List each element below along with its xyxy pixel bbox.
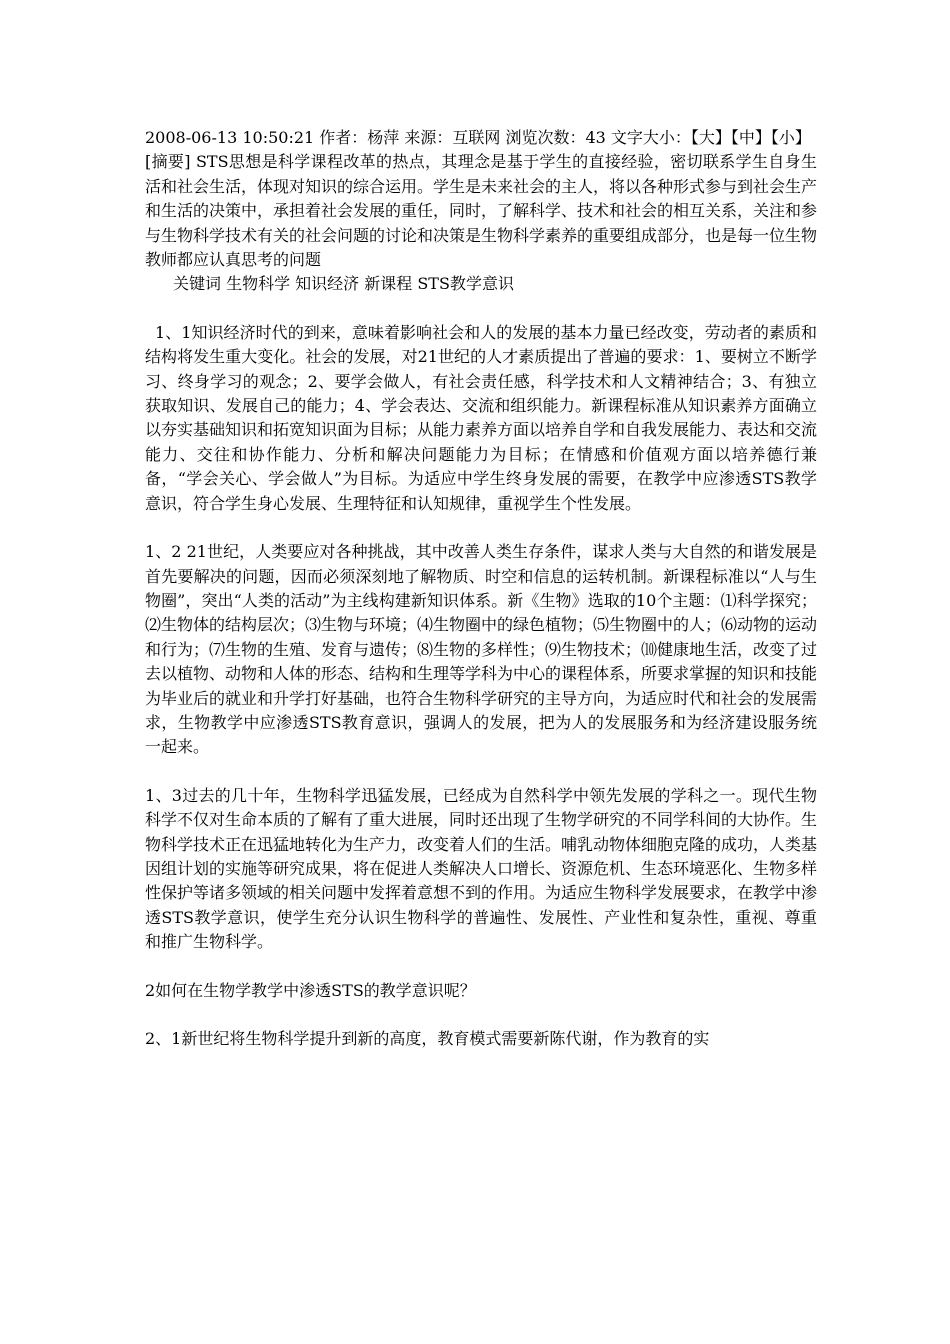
section-1-3-paragraph: 1、3过去的几十年，生物科学迅猛发展，已经成为自然科学中领先发展的学科之一。现代生物科学不仅对生命本质的了解有了重大进展，同时还出现了生物学研究的不同学科间的大协作。生物科学技术正在迅猛地转化为生产力，改变着人们的生活。哺乳动物体细胞克隆的成功，人类基因组计划的实施等研究成果，将在促进人类解决人口增长、资源危机、生态环境恶化、生物多样性保护等诸多领域的相关问题中发挥着意想不到的作用。为适应生物科学发展要求，在教学中渗透STS教学意识，使学生充分认识生物科学的普遍性、发展性、产业性和复杂性，重视、尊重和推广生物科学。 xyxy=(145,785,818,952)
section-2-1-paragraph: 2、1新世纪将生物科学提升到新的高度，教育模式需要新陈代谢，作为教育的实 xyxy=(145,1029,710,1048)
article-meta: 2008-06-13 10:50:21 作者：杨萍 来源：互联网 浏览次数：43 文字大小：【大】【中】【小】 xyxy=(145,128,811,147)
section-2-heading: 2如何在生物学教学中渗透STS的教学意识呢？ xyxy=(145,980,476,1000)
keywords-line: 关键词 生物科学 知识经济 新课程 STS教学意识 xyxy=(173,274,514,294)
document-body xyxy=(145,126,817,1075)
abstract-paragraph: [摘要] STS思想是科学课程改革的热点，其理念是基于学生的直接经验，密切联系学生自身生活和社会生活，体现对知识的综合运用。学生是未来社会的主人，将以各种形式参与到社会生产和生活的决策中，承担着社会发展的重任，同时，了解科学、技术和社会的相互关系，关注和参与生物科学技术有关的社会问题的讨论和决策是生物科学素养的重要组成部分，也是每一位生物教师都应认真思考的问题 xyxy=(145,152,818,270)
section-1-1-paragraph: 1、1知识经济时代的到来，意味着影响社会和人的发展的基本力量已经改变，劳动者的素质和结构将发生重大变化。社会的发展，对21世纪的人才素质提出了普遍的要求：1、要树立不断学习、终身学习的观念；2、要学会做人，有社会责任感，科学技术和人文精神结合；3、有独立获取知识、发展自己的能力；4、学会表达、交流和组织能力。新课程标准从知识素养方面确立以夯实基础知识和拓宽知识面为目标；从能力素养方面以培养自学和自我发展能力、表达和交流能力、交往和协作能力、分析和解决问题能力为目标；在情感和价值观方面以培养德行兼备，“学会关心、学会做人”为目标。为适应中学生终身发展的需要，在教学中应渗透STS教学意识，符合学生身心发展、生理特征和认知规律，重视学生个性发展。 xyxy=(145,322,818,513)
section-1-2-paragraph: 1、2 21世纪，人类要应对各种挑战，其中改善人类生存条件，谋求人类与大自然的和谐发展是首先要解决的问题，因而必须深刻地了解物质、时空和信息的运转机制。新课程标准以“人与生物圈”，突出“人类的活动”为主线构建新知识体系。新《生物》选取的10个主题：⑴科学探究；⑵生物体的结构层次；⑶生物与环境；⑷生物圈中的绿色植物；⑸生物圈中的人；⑹动物的运动和行为；⑺生物的生殖、发育与遗传；⑻生物的多样性；⑼生物技术；⑽健康地生活，改变了过去以植物、动物和人体的形态、结构和生理等学科为中心的课程体系，所要求掌握的知识和技能为毕业后的就业和升学打好基础，也符合生物科学研究的主导方向，为适应时代和社会的发展需求，生物教学中应渗透STS教育意识，强调人的发展，把为人的发展服务和为经济建设服务统一起来。 xyxy=(145,542,818,757)
